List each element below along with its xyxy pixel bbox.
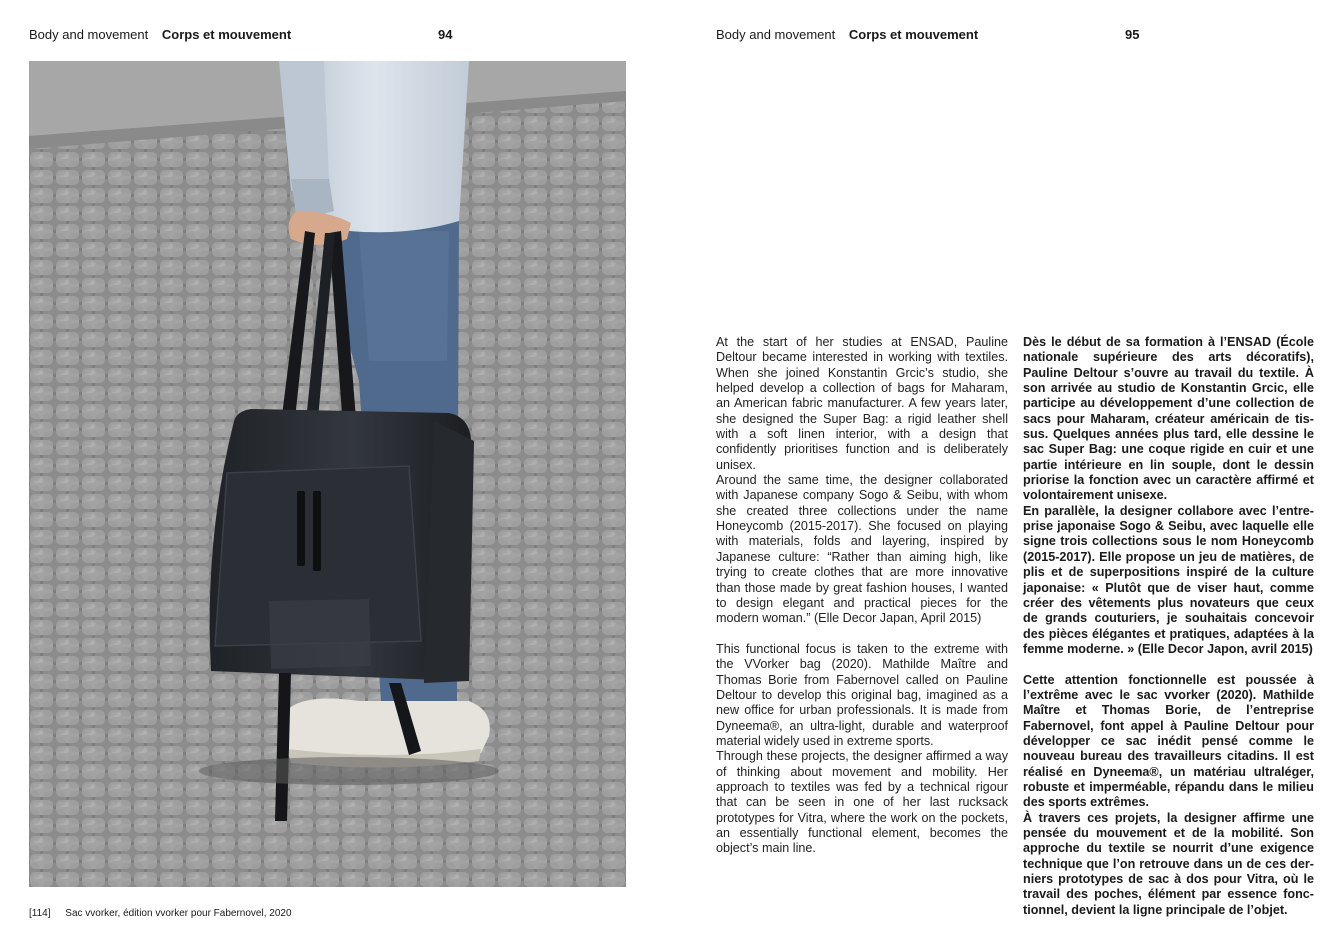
left-page-number: 94 <box>438 27 453 42</box>
left-running-header <box>29 27 291 42</box>
figure-number: [114] <box>29 908 51 919</box>
right-running-header <box>716 27 978 42</box>
photo-person-with-black-tote-bag <box>29 61 626 887</box>
right-page-number: 95 <box>1125 27 1140 42</box>
english-paragraph: Around the same time, the designer collaborated with Japanese company Sogo & Seibu, with whom she created three collections under the name Honeycomb (2015-2017). She focused on playing with materials, folds and layering, inspired by Japanese culture: “Rather than aiming high, like trying to create clothes that are more innovative than those made by great fashion houses, I wanted to design elegant and practical pieces for the modern woman.” (Elle Decor Japan, April 2015) <box>716 473 1008 626</box>
english-text-column <box>716 335 1008 857</box>
english-paragraph: This functional focus is taken to the extreme with the VVorker bag (2020). Mathilde Maître and Thomas Borie from Fabernovel called on Pauline Deltour to develop this original bag, imagined as a new office for urban professionals. It is made from Dyneema®, an ultra-light, durable and waterproof material widely used in extreme sports. <box>716 641 1008 748</box>
french-paragraph: À travers ces projets, la designer affirme une pensée du mouvement et de la mobilité. Son approche du textile se nourrit d’une exigence technique que l’on retrouve dans un de ces derniers prototypes de sac à dos pour Vitra, où le travail des poches, élément par essence fonctionnel, devient la ligne principale de l’objet. <box>1023 810 1314 917</box>
photo-caption <box>29 908 292 919</box>
french-paragraph: Dès le début de sa formation à l’ENSAD (École nationale supérieure des arts décoratifs), Pauline Deltour s’ouvre au travail du textile. À son arrivée au studio de Konstantin Grcic, elle participe au développement d’une collection de sacs pour Maharam, créateur américain de tissus. Quelques années plus tard, elle dessine le sac Super Bag: une coque rigide en cuir et une partie intérieure en lin souple, dont le dessin priorise la fonction avec un caractère affirmé et volontairement unisexe. <box>1023 335 1314 503</box>
section-title-en: Body and movement <box>716 27 836 42</box>
french-text-column <box>1023 335 1314 918</box>
english-paragraph: At the start of her studies at ENSAD, Pauline Deltour became interested in working with textiles. When she joined Konstantin Grcic’s studio, she helped develop a collection of bags for Maharam, an American fabric manufacturer. A few years later, she designed the Super Bag: a rigid leather shell with a soft linen interior, with a design that confidently prioritises function and is deliberately unisex. <box>716 335 1008 472</box>
section-title-fr: Corps et mouvement <box>161 27 292 42</box>
caption-text: Sac vvorker, édition vvorker pour Fabernovel, 2020 <box>65 908 292 919</box>
french-paragraph: En parallèle, la designer collabore avec l’entreprise japonaise Sogo & Seibu, avec laquelle elle signe trois collections sous le nom Honeycomb (2015-2017). Elle propose un jeu de matières, de plis et de superpositions inspiré de la culture japonaise: « Plutôt que de viser haut, comme créer des vêtements plus novateurs que ceux de grands couturiers, je souhaitais concevoir des pièces élégantes et pratiques, adaptées à la femme moderne. » (Elle Decor Japon, avril 2015) <box>1023 503 1314 656</box>
english-paragraph: Through these projects, the designer affirmed a way of thinking about movement and mobility. Her approach to textiles was fed by a technical rigour that can be seen in one of her last rucksack prototypes for Vitra, where the work on the pockets, an essentially functional element, becomes the object’s main line. <box>716 749 1008 856</box>
section-title-en: Body and movement <box>29 27 149 42</box>
section-title-fr: Corps et mouvement <box>848 27 979 42</box>
french-paragraph: Cette attention fonctionnelle est poussée à l’extrême avec le sac vvorker (2020). Mathilde Maître et Thomas Borie, de l’entreprise Fabernovel, font appel à Pauline Deltour pour développer ce sac inédit pensé comme le nouveau bureau des travailleurs citadins. Il est réalisé en Dyneema®, un matériau ultraléger, robuste et imperméable, répandu dans le milieu des sports extrêmes. <box>1023 672 1314 810</box>
